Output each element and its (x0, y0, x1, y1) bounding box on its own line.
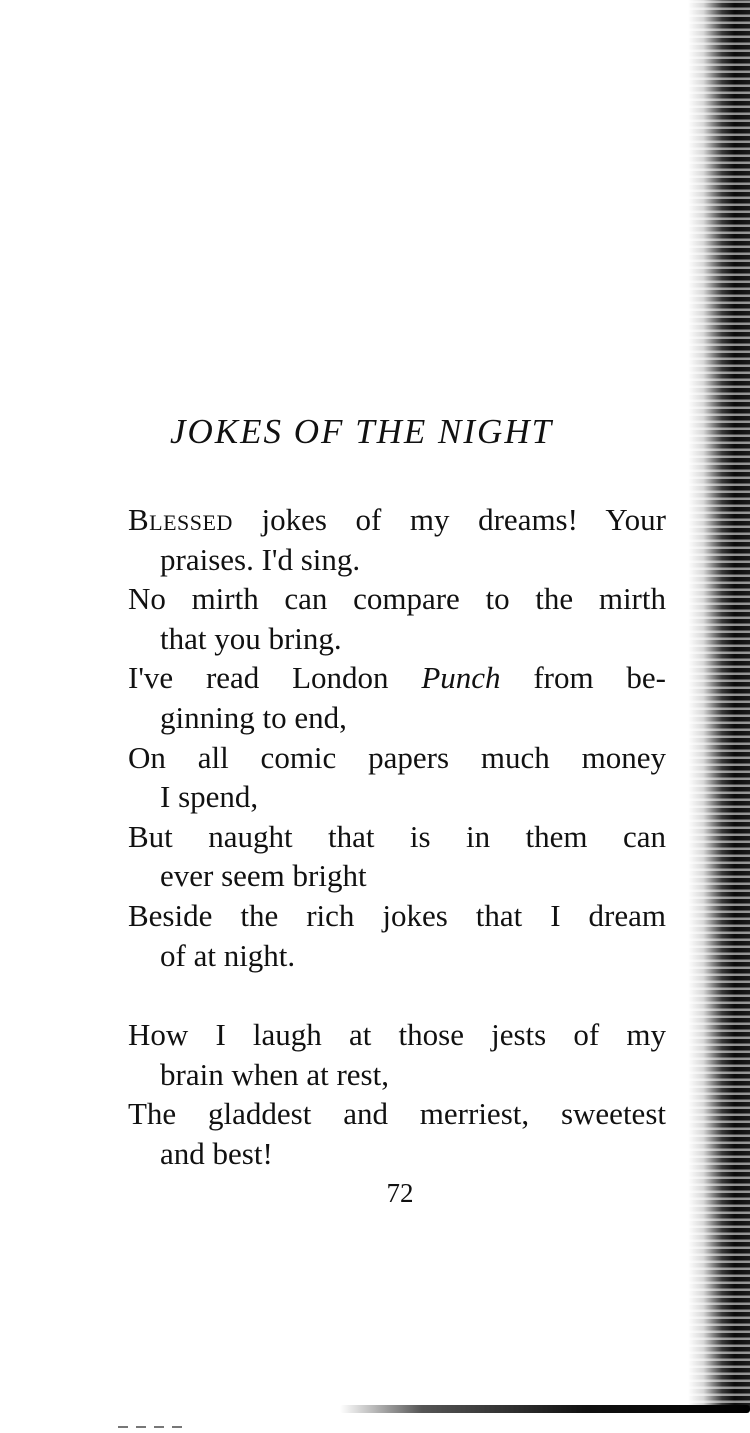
poem-line: Beside the rich jokes that I dream (128, 897, 666, 933)
poem-line-continuation: that you bring. (160, 620, 342, 656)
scan-artifact (118, 1426, 188, 1428)
poem-line: On all comic papers much money (128, 739, 666, 775)
poem-line-continuation: ever seem bright (160, 858, 367, 894)
stanza-2 (128, 1015, 666, 1173)
poem-line: No mirth can compare to the mirth (128, 581, 666, 617)
drop-word: Blessed (128, 502, 233, 537)
poem-line: But naught that is in them can (128, 818, 666, 854)
poem-line-continuation: brain when at rest, (160, 1056, 389, 1092)
poem-line-continuation: and best! (160, 1135, 273, 1171)
poem-line-continuation: ginning to end, (160, 699, 347, 735)
page-number: 72 (386, 1178, 414, 1208)
poem-line-continuation: of at night. (160, 937, 296, 973)
poem-line: I've read London Punch from be- (128, 660, 667, 696)
stanza-1 (128, 500, 666, 975)
poem-line: How I laugh at those jests of my (128, 1017, 666, 1052)
poem-line-continuation: praises. I'd sing. (160, 541, 361, 577)
poem-line: Blessed jokes of my dreams! Your (128, 502, 666, 537)
poem-line-continuation: I spend, (160, 779, 259, 815)
page-bottom-shadow (340, 1405, 750, 1413)
poem-line: The gladdest and merriest, sweetest (128, 1096, 666, 1132)
poem-title: JOKES OF THE NIGHT (170, 412, 554, 451)
publication-name: Punch (421, 660, 501, 696)
book-binding-edge (688, 0, 750, 1410)
